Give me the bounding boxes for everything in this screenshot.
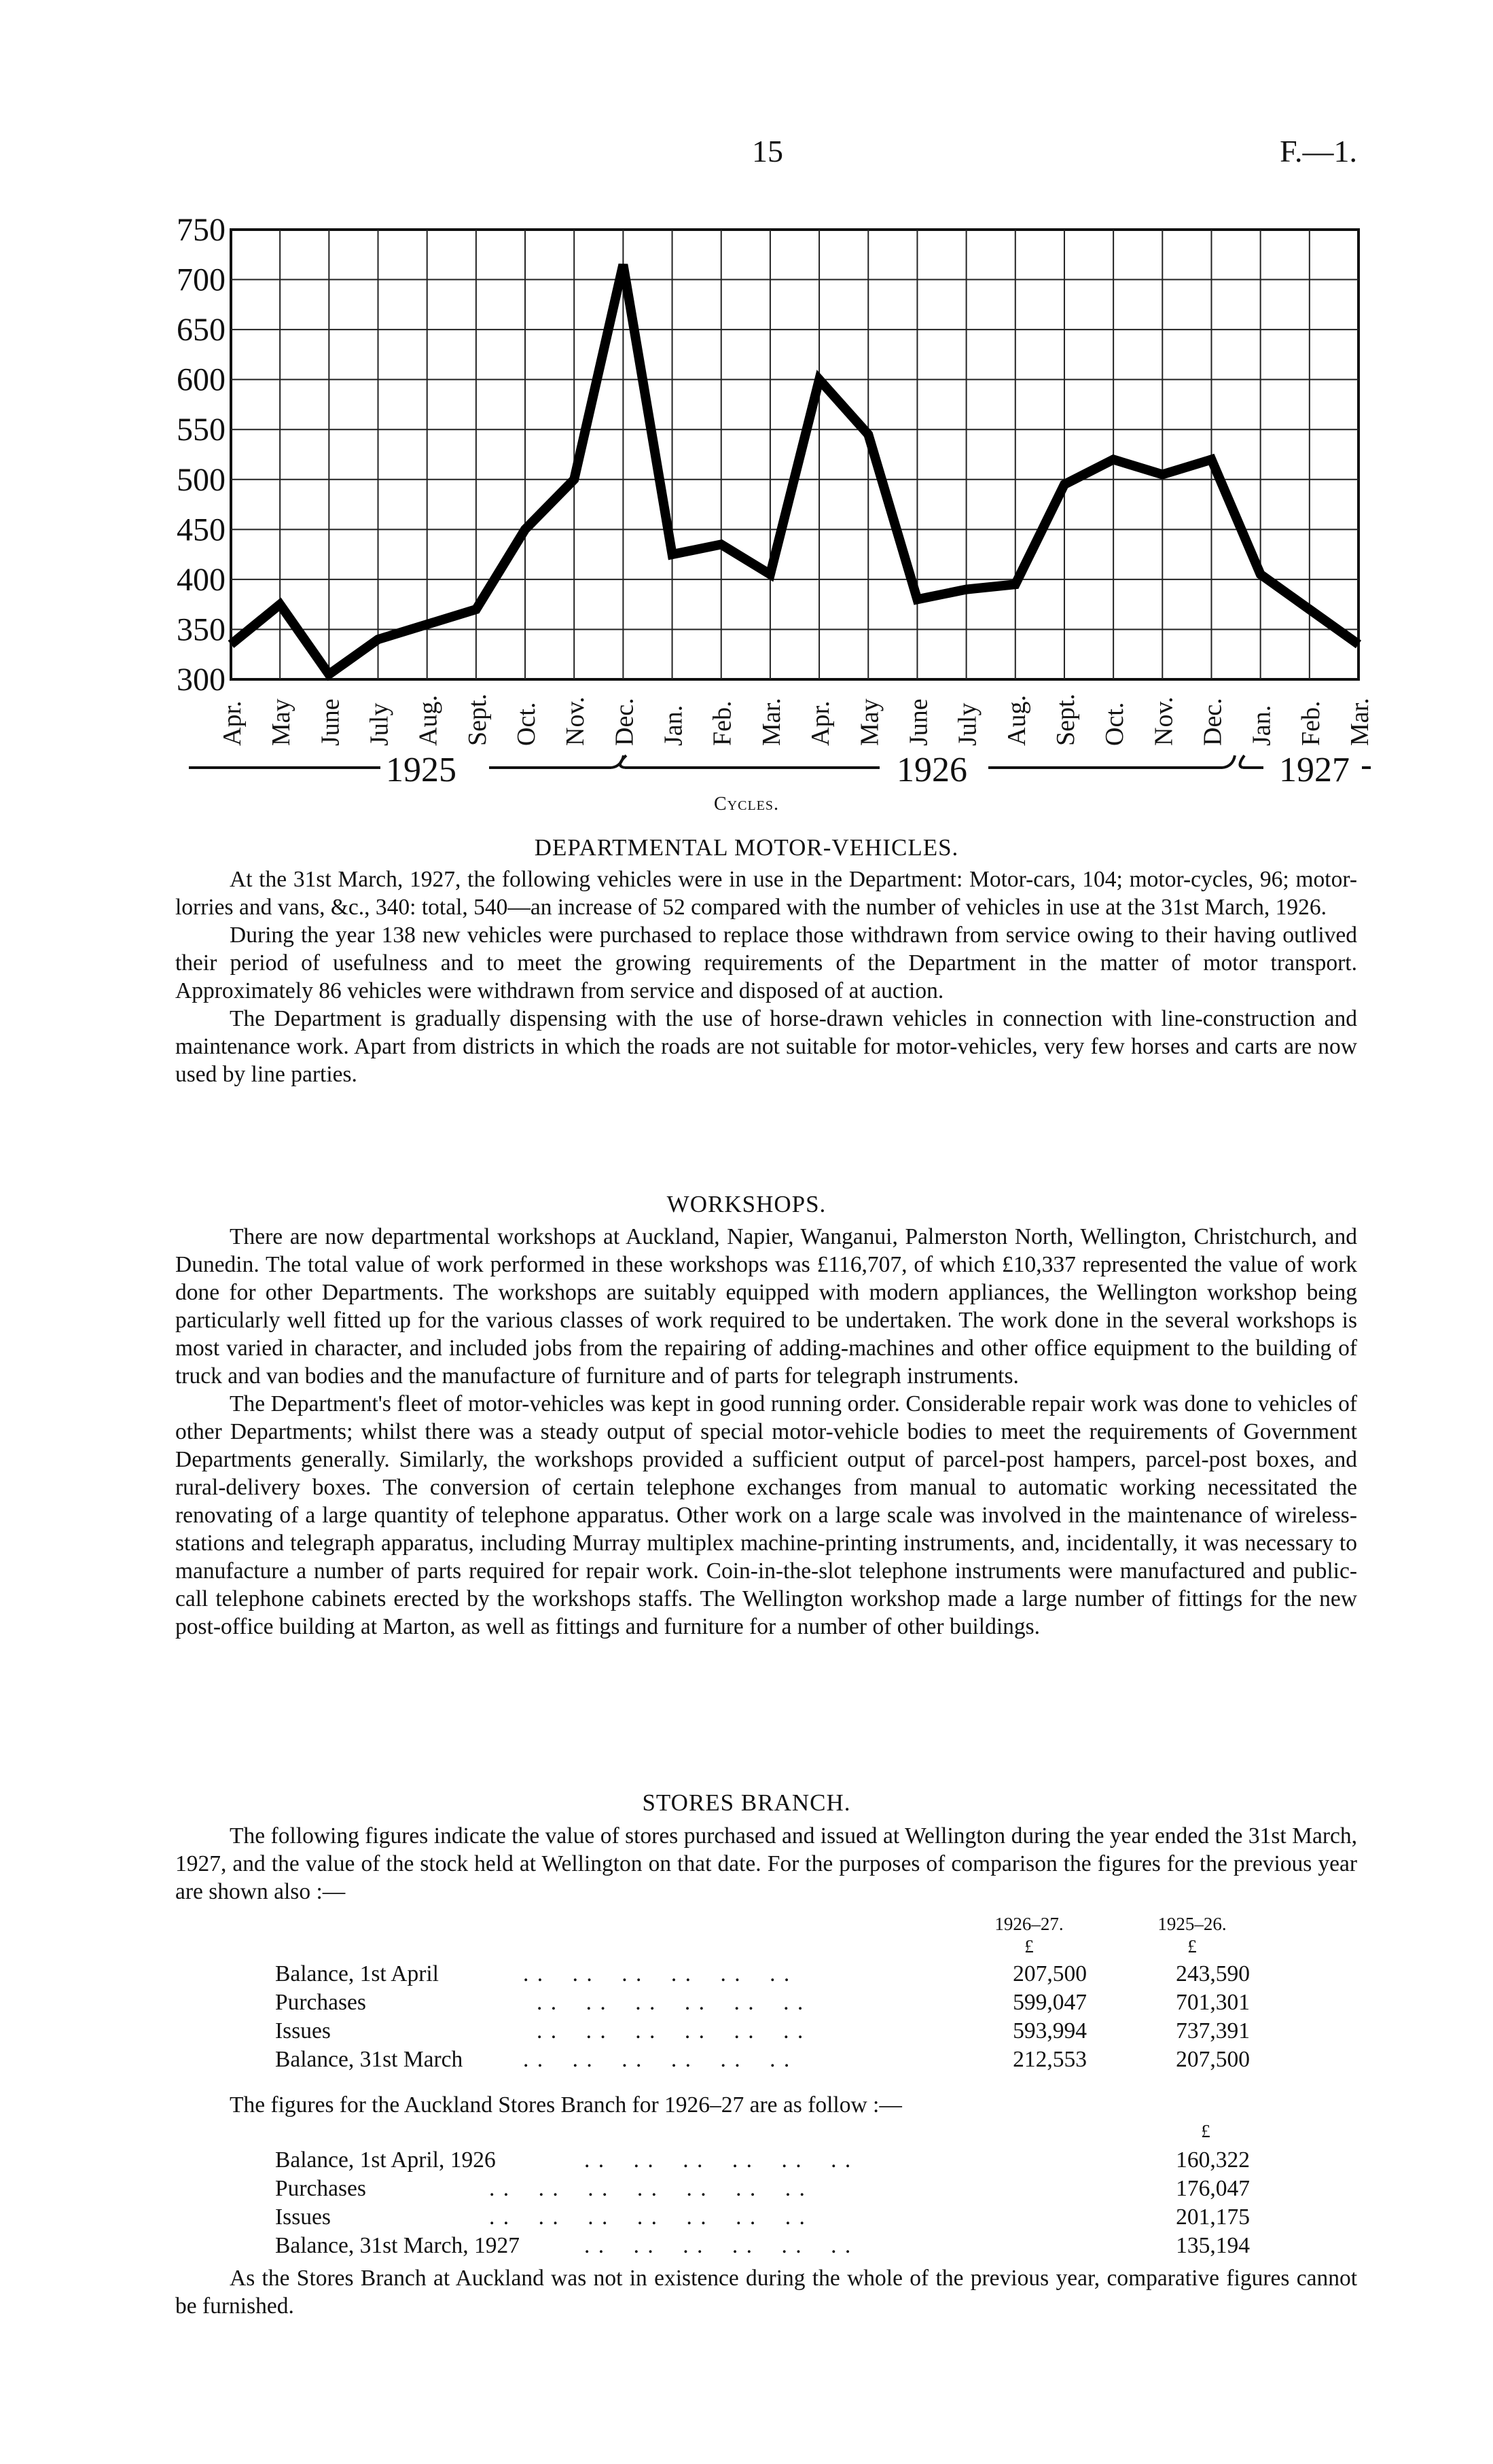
stores-paragraph-2: The figures for the Auckland Stores Branch for 1926–27 are as follow :— xyxy=(230,2092,902,2118)
x-tick-label: Feb. xyxy=(1296,700,1325,746)
leader-dots: . . . . . . . . . . . . xyxy=(523,1961,791,1986)
x-tick-label: Dec. xyxy=(1198,698,1227,746)
data-point xyxy=(623,264,624,265)
value-1925-26: 243,590 xyxy=(1176,1961,1250,1986)
value-1926-27: 212,553 xyxy=(1013,2047,1087,2072)
y-tick-label: 750 xyxy=(177,212,226,248)
value-1925-26: 701,301 xyxy=(1176,1990,1250,2015)
motor-paragraph-1: At the 31st March, 1927, the following vehicles were in use in the Department: Motor-cars, 104; motor-cycles, 96; motor-lorries and vans, &c., 340: total, 540—an increase of 52 compared with the number of vehicles in use at the 31st March, 1926. xyxy=(175,867,1357,920)
x-tick-label: Mar. xyxy=(757,698,786,746)
data-point xyxy=(819,379,820,380)
value-1926-27: 201,175 xyxy=(1176,2204,1250,2230)
page-number: 15 xyxy=(752,134,783,168)
year-brace xyxy=(620,755,626,768)
x-tick-label: Nov. xyxy=(561,696,590,746)
y-tick-label: 500 xyxy=(177,461,226,498)
column-header-1925-26: 1925–26. xyxy=(1157,1914,1227,1934)
series-line-path xyxy=(231,265,1359,675)
workshops-heading: WORKSHOPS. xyxy=(666,1191,827,1217)
data-point xyxy=(966,589,967,590)
stores-intro xyxy=(175,1822,1357,1906)
value-1926-27: 599,047 xyxy=(1013,1990,1087,2015)
row-label: Balance, 31st March xyxy=(275,2047,463,2072)
year-label: 1925 xyxy=(386,751,456,789)
data-point xyxy=(1162,474,1163,475)
value-1925-26: 737,391 xyxy=(1176,2018,1250,2043)
y-tick-label: 450 xyxy=(177,512,226,548)
data-point xyxy=(475,609,476,610)
x-tick-label: Jan. xyxy=(659,704,688,746)
stores-heading: STORES BRANCH. xyxy=(642,1789,851,1816)
unit-pound-3: £ xyxy=(1201,2121,1210,2141)
cycles-line-chart xyxy=(0,0,1493,815)
x-tick-label: Jan. xyxy=(1247,704,1276,746)
unit-pound-2: £ xyxy=(1187,1936,1197,1957)
x-tick-label: July xyxy=(953,702,982,746)
x-tick-label: Nov. xyxy=(1149,696,1179,746)
data-point xyxy=(917,599,918,600)
workshops-paragraph-1: There are now departmental workshops at Auckland, Napier, Wanganui, Palmerston North, Wellington, Christchurch, and Dunedin. The total value of work performed in these workshops was £116,707, of which £10,337 represented the value of work done for other Departments. The workshops are suitably equipped with modern appliances, the Wellington workshop being particularly well fitted up for the various classes of work required to be undertaken. The work done in the several workshops is most varied in character, and included jobs from the repairing of adding-machines and other office equipment to the building of truck and van bodies and the manufacture of furniture and of parts for telegraph instruments. xyxy=(175,1224,1357,1389)
y-tick-label: 350 xyxy=(177,611,226,648)
y-tick-label: 400 xyxy=(177,561,226,598)
motor-paragraph-3: The Department is gradually dispensing with the use of horse-drawn vehicles in connection with line-construction and maintenance work. Apart from districts in which the roads are not suitable for motor-vehicles, very few horses and carts are now used by line parties. xyxy=(175,1006,1357,1087)
auckland-intro xyxy=(175,2091,1357,2119)
y-tick-label: 300 xyxy=(177,662,226,698)
x-tick-label: June xyxy=(316,698,345,746)
x-tick-label: Feb. xyxy=(708,700,737,746)
x-axis-ticks xyxy=(218,694,1374,746)
leader-dots: . . . . . . . . . . . . xyxy=(523,2047,791,2072)
value-1926-27: 160,322 xyxy=(1176,2147,1250,2173)
value-1926-27: 176,047 xyxy=(1176,2176,1250,2201)
row-label: Balance, 31st March, 1927 xyxy=(275,2233,520,2258)
year-brace xyxy=(1223,755,1235,768)
x-tick-label: June xyxy=(904,698,933,746)
year-label: 1926 xyxy=(897,751,967,789)
row-label: Issues xyxy=(275,2018,331,2043)
y-tick-label: 700 xyxy=(177,262,226,298)
x-tick-label: Oct. xyxy=(512,702,541,746)
y-tick-label: 600 xyxy=(177,361,226,398)
value-1926-27: 207,500 xyxy=(1013,1961,1087,1986)
stores-paragraph-1: The following figures indicate the value of stores purchased and issued at Wellington during the year ended the 31st March, 1927, and the value of the stock held at Wellington on that date. For the purposes of comparison the figures for the previous year are shown also :— xyxy=(175,1823,1357,1904)
row-label: Issues xyxy=(275,2204,331,2230)
leader-dots: . . . . . . . . . . . . xyxy=(584,2147,852,2173)
x-tick-label: Apr. xyxy=(806,700,835,746)
workshops-paragraph-2: The Department's fleet of motor-vehicles was kept in good running order. Considerable repair work was done to vehicles of other Departments; whilst there was a steady output of special motor-vehicle bodies to meet the requirements of Government Departments generally. Similarly, the workshops provided a sufficient output of parcel-post hampers, parcel-post boxes, and rural-delivery boxes. The conversion of certain telephone exchanges from manual to automatic working necessitated the renovating of a large quantity of telephone apparatus. Other work on a large scale was involved in the maintenance of wireless-stations and telegraph apparatus, including Murray multiplex machine-printing instruments, and, incidentally, it was necessary to manufacture a number of parts required for repair work. Coin-in-the-slot telephone instruments were manufactured and public-call telephone cabinets erected by the workshops staffs. The Wellington workshop made a large number of fittings for the new post-office building at Marton, as well as fittings and furniture for a number of other buildings. xyxy=(175,1391,1357,1639)
y-tick-label: 550 xyxy=(177,412,226,448)
x-tick-label: Mar. xyxy=(1346,698,1374,746)
x-tick-label: Sept. xyxy=(1051,693,1080,746)
leader-dots: . . . . . . . . . . . . xyxy=(537,1990,805,2015)
x-tick-label: May xyxy=(267,698,296,746)
data-point xyxy=(231,644,232,645)
value-1926-27: 593,994 xyxy=(1013,2018,1087,2043)
leader-dots: . . . . . . . . . . . . . . xyxy=(489,2204,806,2230)
x-tick-label: Aug. xyxy=(414,695,443,746)
row-label: Purchases xyxy=(275,1990,366,2015)
data-point xyxy=(1211,459,1212,460)
column-header-1926-27: 1926–27. xyxy=(994,1914,1064,1934)
data-point xyxy=(525,529,526,530)
data-point xyxy=(1113,459,1114,460)
year-axis xyxy=(189,751,1371,789)
chart-grid xyxy=(231,230,1359,679)
chart-caption: Cycles. xyxy=(713,793,779,815)
y-axis-ticks xyxy=(177,212,226,698)
x-tick-label: Apr. xyxy=(218,700,247,746)
year-label: 1927 xyxy=(1279,751,1350,789)
x-tick-label: May xyxy=(855,698,884,746)
stores-paragraph-3: As the Stores Branch at Auckland was not in existence during the whole of the previous year, comparative figures cannot be furnished. xyxy=(175,2266,1357,2319)
series-line xyxy=(231,264,1359,675)
stores-closing xyxy=(175,2264,1357,2320)
value-1925-26: 207,500 xyxy=(1176,2047,1250,2072)
leader-dots: . . . . . . . . . . . . . . xyxy=(489,2176,806,2201)
y-tick-label: 650 xyxy=(177,312,226,349)
plot-frame xyxy=(231,230,1359,679)
data-point xyxy=(574,479,575,480)
workshops-section xyxy=(175,1223,1357,1641)
unit-pound-1: £ xyxy=(1024,1936,1034,1957)
document-reference: F.—1. xyxy=(1280,134,1357,168)
leader-dots: . . . . . . . . . . . . xyxy=(584,2233,852,2258)
motor-vehicles-heading: DEPARTMENTAL MOTOR-VEHICLES. xyxy=(534,834,959,861)
x-tick-label: Sept. xyxy=(463,693,492,746)
data-point xyxy=(280,604,281,605)
data-point xyxy=(868,434,869,435)
x-tick-label: Dec. xyxy=(610,698,639,746)
x-tick-label: July xyxy=(365,702,394,746)
motor-paragraph-2: During the year 138 new vehicles were purchased to replace those withdrawn from service owing to their having outlived their period of usefulness and to meet the growing requirements of the Department in the matter of motor transport. Approximately 86 vehicles were withdrawn from service and disposed of at auction. xyxy=(175,923,1357,1003)
leader-dots: . . . . . . . . . . . . xyxy=(537,2018,805,2043)
year-brace xyxy=(1240,755,1244,768)
data-point xyxy=(1309,609,1310,610)
x-tick-label: Aug. xyxy=(1002,695,1031,746)
row-label: Balance, 1st April xyxy=(275,1961,439,1986)
row-label: Balance, 1st April, 1926 xyxy=(275,2147,496,2173)
x-tick-label: Oct. xyxy=(1100,702,1130,746)
motor-vehicles-section xyxy=(175,865,1357,1088)
data-point xyxy=(1260,574,1261,575)
value-1926-27: 135,194 xyxy=(1176,2233,1250,2258)
row-label: Purchases xyxy=(275,2176,366,2201)
